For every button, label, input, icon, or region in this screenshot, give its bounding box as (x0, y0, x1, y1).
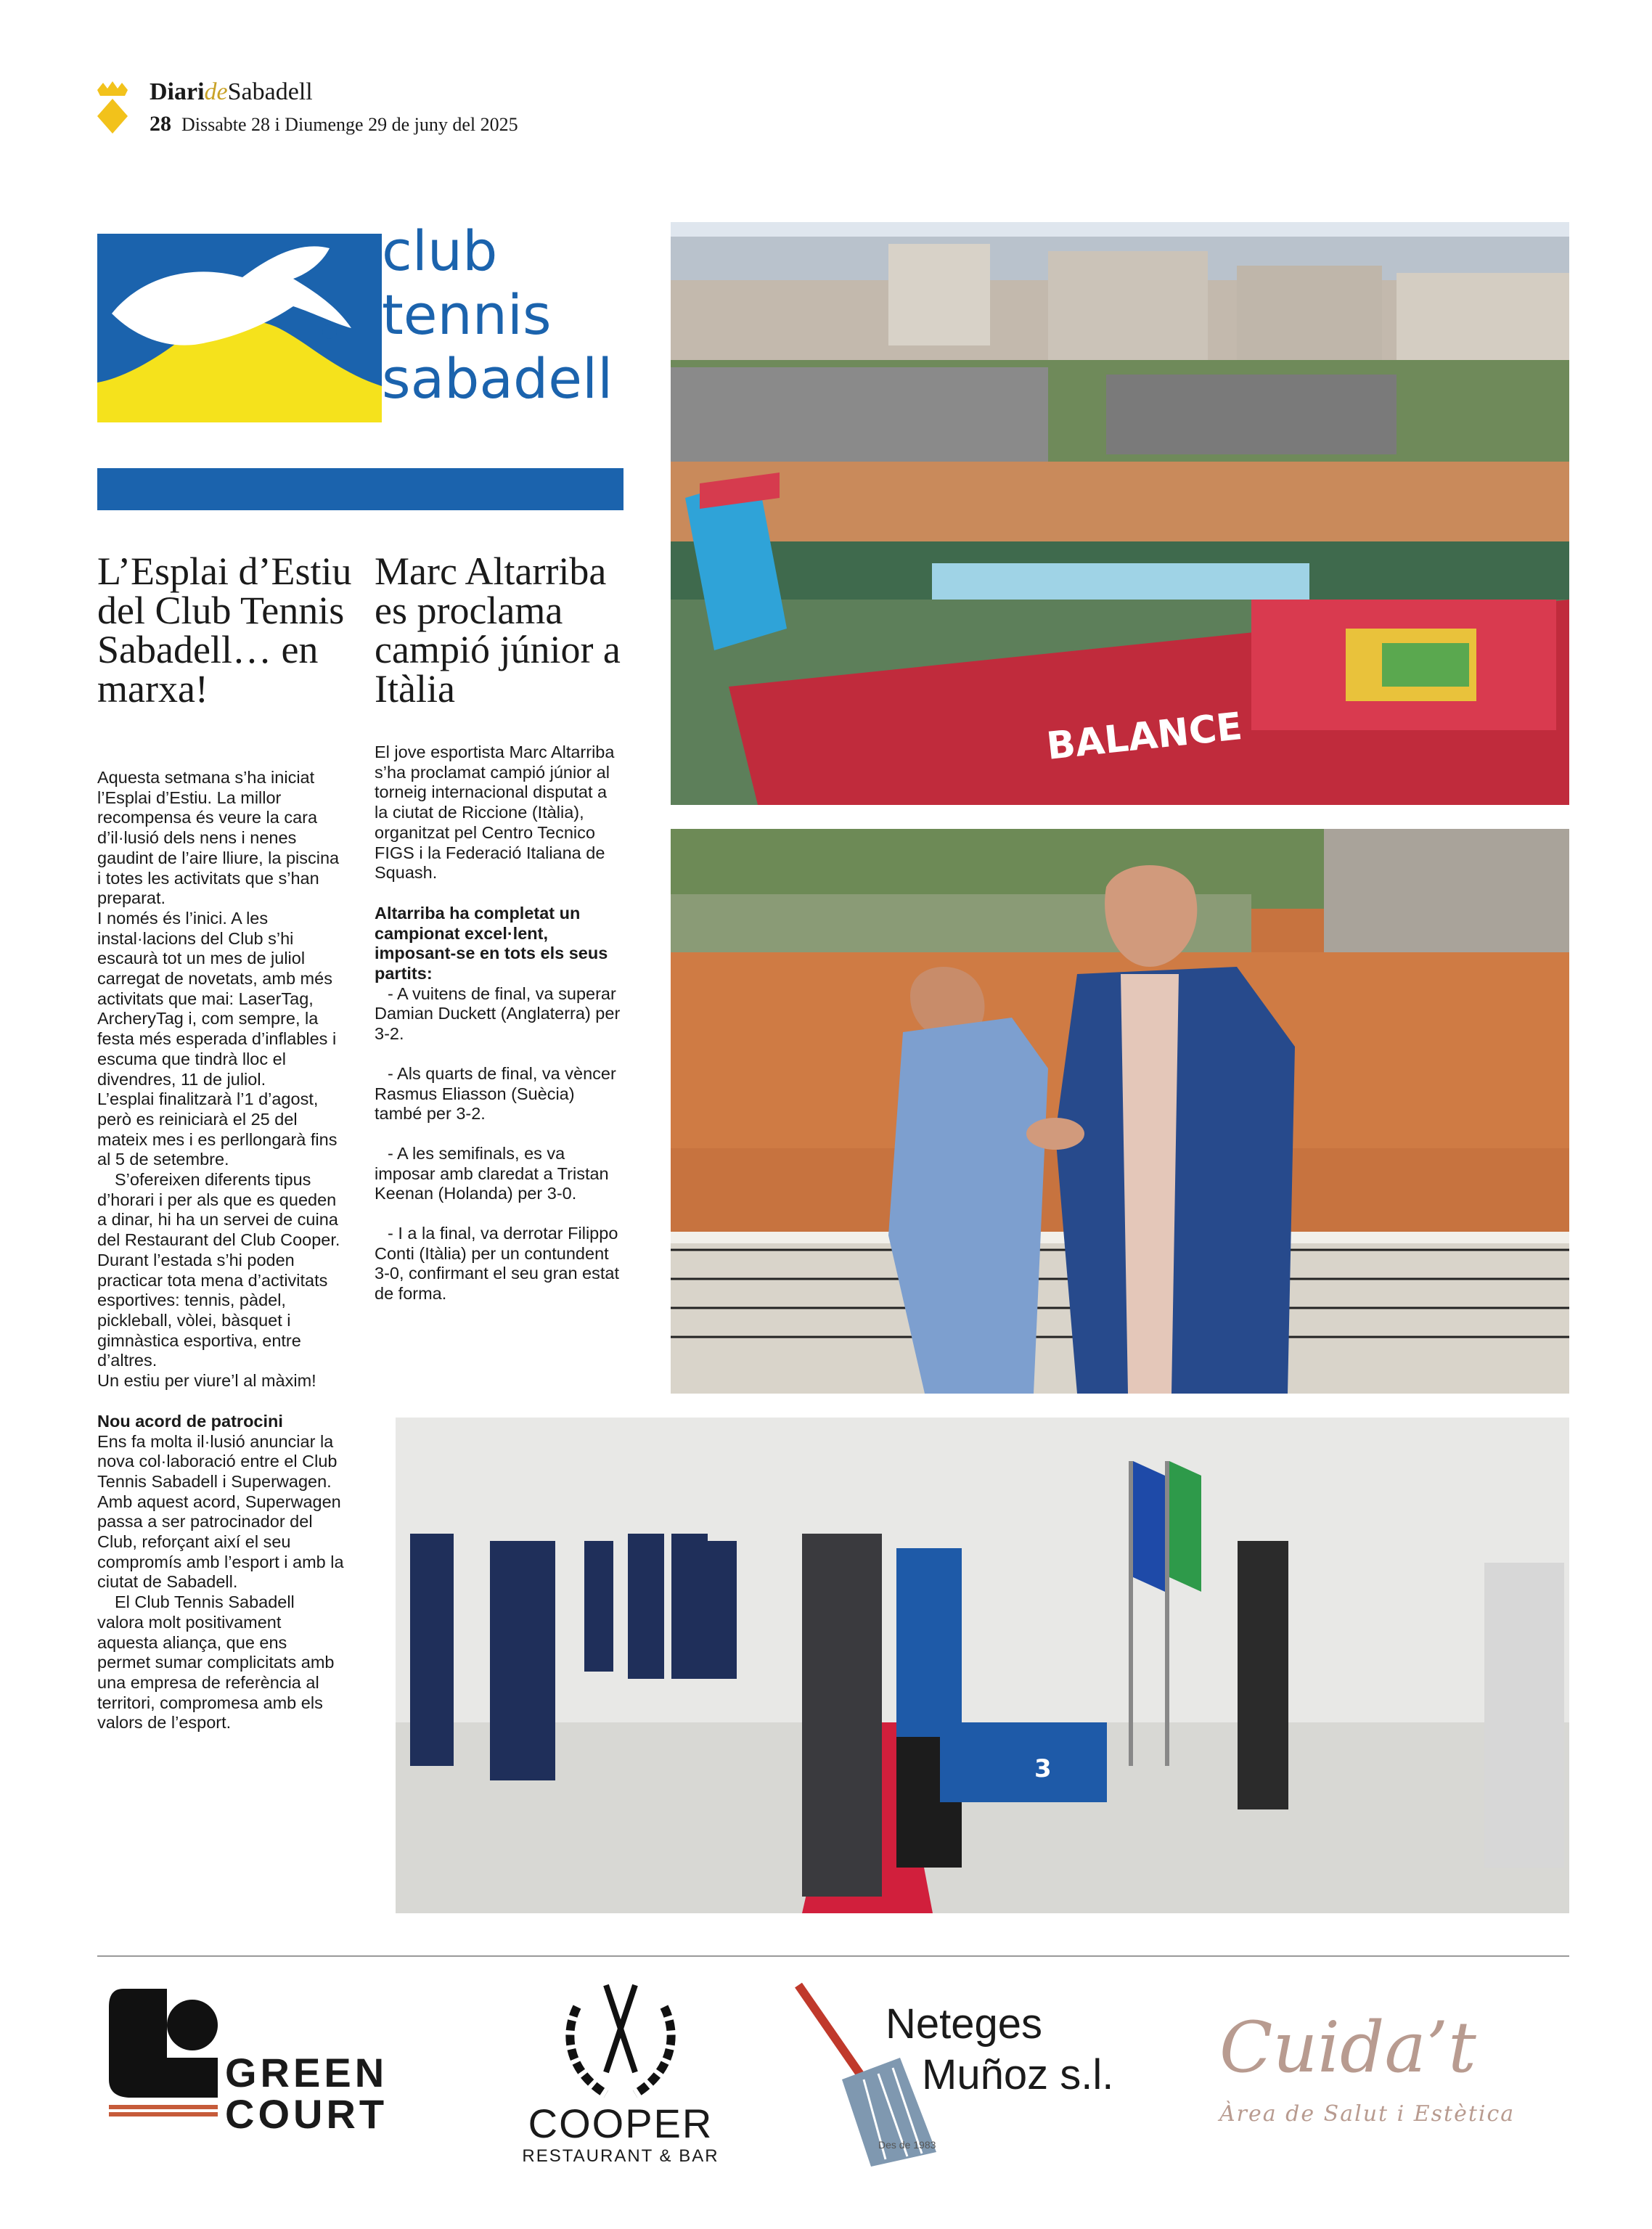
sponsor-green-court (109, 1978, 414, 2152)
article-1-paragraph: L’esplai finalitzarà l’1 d’agost, però es reiniciarà el 25 del mateix mes i es perllongarà fins al 5 de setembre. (97, 1089, 338, 1169)
article-1-paragraph: I només és l’inici. A les instal·lacions del Club s’hi escaurà tot un mes de juliol carregat de novetats, amb més activitats que mai: LaserTag, ArcheryTag i, com sempre, la festa més esperada d’inflables i escuma que tindrà lloc el divendres, 11 de juliol. (97, 908, 337, 1089)
masthead-title-de: de (204, 78, 228, 105)
masthead-crown-logo (94, 80, 131, 138)
masthead-title-bold: Diari (150, 78, 205, 105)
club-logo-text (382, 219, 613, 411)
article-1-paragraph: Ens fa molta il·lusió anunciar la nova col·laboració entre el Club Tennis Sabadell i Superwagen. (97, 1431, 338, 1491)
neteges-line-2: Muñoz s.l. (922, 2051, 1114, 2098)
article-2-headline: Marc Altarriba es proclama campió júnior a Itàlia (375, 549, 621, 711)
article-1-paragraph: El Club Tennis Sabadell valora molt positivament aquesta aliança, que ens permet sumar complicitats amb una empresa de referència al territori, compromesa amb els valors de l’esport. (97, 1592, 335, 1733)
article-2-result: - Als quarts de final, va vèncer Rasmus Eliasson (Suècia) també per 3-2. (375, 1063, 616, 1124)
green-court-line-1: GREEN (225, 2050, 388, 2095)
neteges-line-1: Neteges (886, 2000, 1043, 2048)
sponsor-cooper (504, 1978, 737, 2167)
article-1-paragraph: S’ofereixen diferents tipus d’horari i per als que es queden a dinar, hi ha un servei de cuina del Restaurant del Club Cooper. (97, 1170, 340, 1250)
cooper-fork-knife-laurel-icon (555, 1978, 686, 2101)
article-1-paragraph: Aquesta setmana s’ha iniciat l’Esplai d’Estiu. La millor recompensa és veure la cara d’il·lusió dels nens i nenes gaudint de l’aire lliure, la piscina i totes les activitats que s’han preparat. (97, 768, 340, 908)
club-logo-bar (97, 468, 623, 510)
photo-handshake (671, 829, 1569, 1394)
club-logo-line-2: tennis (382, 282, 552, 347)
masthead-page-line (150, 112, 518, 136)
photo-squash-podium (396, 1418, 1569, 1913)
cuidat-tagline: Àrea de Salut i Estètica (1219, 2101, 1516, 2127)
sponsor-neteges-munoz (791, 1978, 1154, 2167)
cooper-name: COOPER (528, 2101, 713, 2146)
article-1-body (97, 768, 344, 1733)
sponsor-cuidat (1205, 1978, 1568, 2152)
article-1-paragraph: Amb aquest acord, Superwagen passa a ser patrocinador del Club, reforçant així el seu compromís amb l’esport i amb la ciutat de Sabadell. (97, 1492, 344, 1592)
article-2-body (375, 743, 621, 1304)
podium-number: 3 (1034, 1754, 1052, 1783)
article-1-subheading: Nou acord de patrocini (97, 1411, 283, 1431)
article-2-lead: Altarriba ha completat un campionat excel·lent, imposant-se en tots els seus partits: (375, 903, 608, 983)
issue-date: Dissabte 28 i Diumenge 29 de juny del 2025 (181, 114, 518, 135)
green-court-line-2: COURT (225, 2091, 388, 2137)
photo-club-inflatables (671, 222, 1569, 805)
article-1-paragraph: Un estiu per viure’l al màxim! (97, 1371, 316, 1391)
club-tennis-sabadell-logo (97, 234, 382, 422)
inflatable-sign: BALANCE (1044, 704, 1245, 769)
green-court-mark-icon (109, 1989, 218, 2119)
masthead-title (150, 78, 313, 106)
article-2-result: - A les semifinals, es va imposar amb claredat a Tristan Keenan (Holanda) per 3-0. (375, 1143, 609, 1203)
club-logo-line-1: club (382, 218, 498, 283)
article-2-result: - A vuitens de final, va superar Damian Duckett (Anglaterra) per 3-2. (375, 983, 621, 1044)
cuidat-name: Cuida’t (1219, 2007, 1476, 2088)
masthead-title-rest: Sabadell (227, 78, 313, 105)
neteges-since: Des de 1983 (878, 2139, 936, 2151)
article-2-result: - I a la final, va derrotar Filippo Conti (Itàlia) per un contundent 3-0, confirmant el seu gran estat de forma. (375, 1224, 620, 1304)
club-logo-line-3: sabadell (382, 346, 613, 411)
sponsors-divider (97, 1955, 1569, 1957)
page-number: 28 (150, 112, 171, 136)
cooper-tagline: RESTAURANT & BAR (522, 2146, 719, 2166)
article-1-paragraph: Durant l’estada s’hi poden practicar tota mena d’activitats esportives: tennis, pàdel, pickleball, vòlei, bàsquet i gimnàstica esportiva, entre d’altres. (97, 1250, 328, 1370)
article-1-headline: L’Esplai d’Estiu del Club Tennis Sabadell… en marxa! (97, 549, 352, 711)
article-2-intro: El jove esportista Marc Altarriba s’ha proclamat campió júnior al torneig internacional disputat a la ciutat de Riccione (Itàlia), organitzat pel Centro Tecnico FIGS i la Federació Italiana de Squash. (375, 743, 615, 883)
